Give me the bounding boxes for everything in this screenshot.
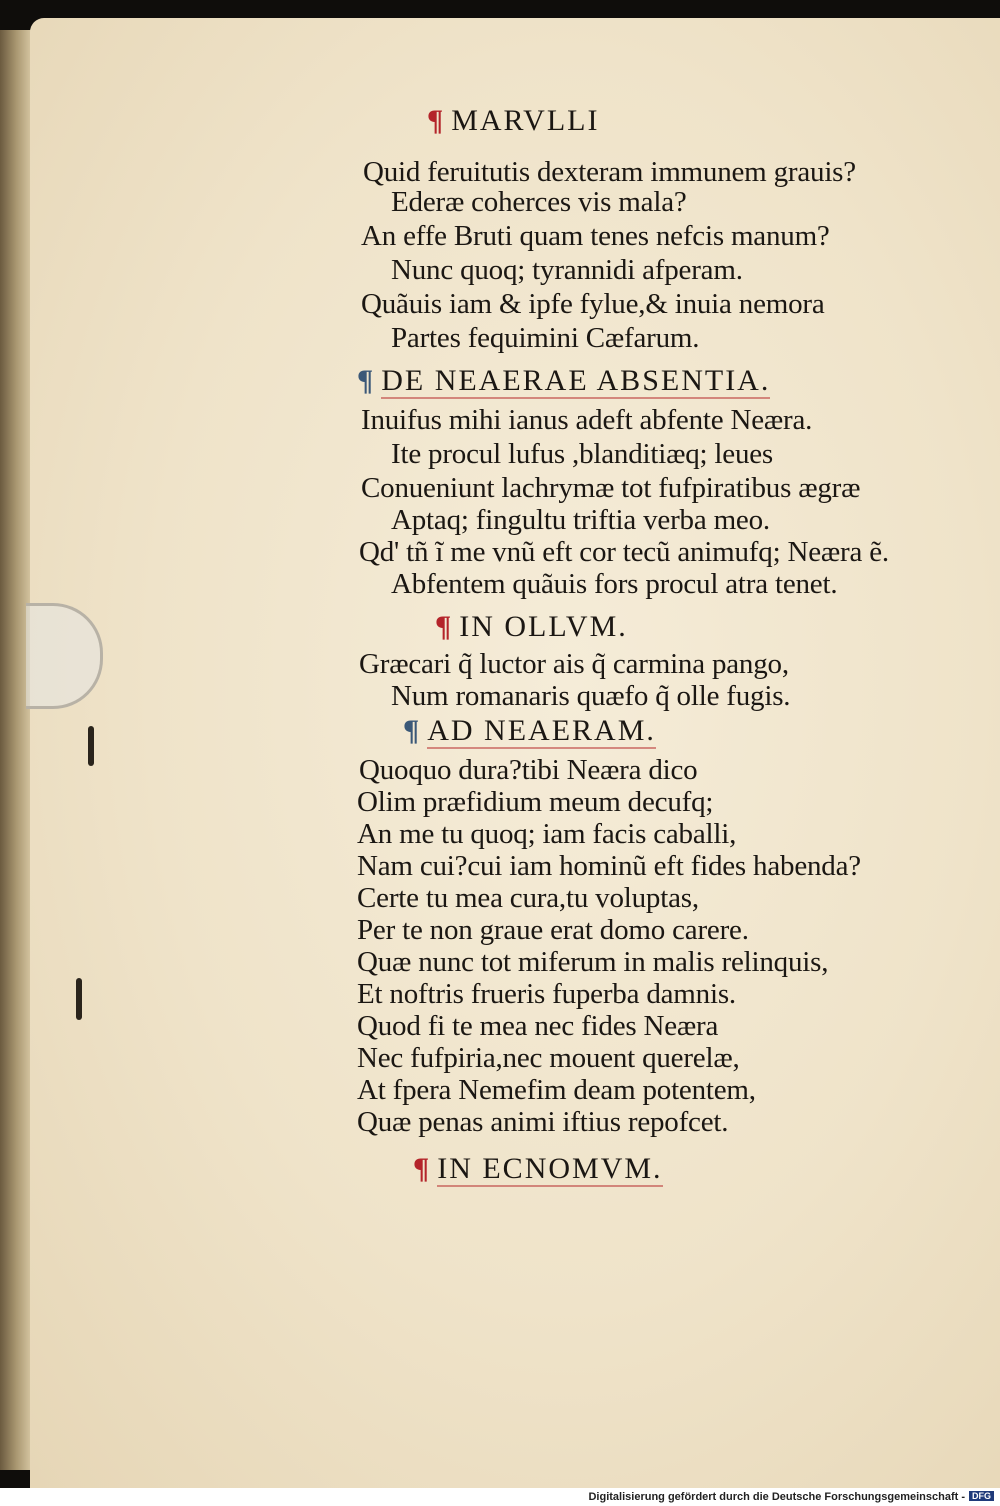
verse-line: Quãuis iam & ipfe fylue,& inuia nemora	[361, 288, 825, 320]
dfg-logo: DFG	[969, 1491, 994, 1501]
pilcrow-icon: ¶	[427, 104, 446, 137]
footer-credit: Digitalisierung gefördert durch die Deutsche Forschungsgemeinschaft -	[588, 1491, 965, 1503]
verse-line: Quæ penas animi iftius repofcet.	[357, 1106, 729, 1138]
section-title	[413, 1152, 663, 1186]
ink-mark	[88, 726, 94, 766]
verse-line: Aptaq; fingultu triftia verba meo.	[391, 504, 770, 536]
pilcrow-icon: ¶	[435, 610, 454, 643]
verse-line: Abfentem quãuis fors procul atra tenet.	[391, 568, 838, 600]
pilcrow-icon: ¶	[413, 1152, 432, 1185]
verse-line: Qd' tñ ĩ me vnũ eft cor tecũ animufq; Neæra ẽ.	[359, 536, 889, 568]
section-title-text: IN OLLVM.	[459, 610, 628, 643]
pilcrow-icon: ¶	[357, 364, 376, 397]
verse-line: Certe tu mea cura,tu voluptas,	[357, 882, 699, 914]
section-title-text: DE NEAERAE ABSENTIA.	[381, 364, 771, 397]
running-head	[427, 104, 599, 138]
section-title	[403, 714, 656, 748]
verse-line: An me tu quoq; iam facis caballi,	[357, 818, 737, 850]
page-clip	[26, 603, 103, 709]
pilcrow-icon: ¶	[403, 714, 422, 747]
running-head-title: MARVLLI	[451, 104, 600, 137]
verse-line: Quoquo dura?tibi Neæra dico	[359, 754, 698, 786]
verse-line: Quid feruitutis dexteram immunem grauis?	[363, 156, 856, 188]
footer-bar	[0, 1488, 1000, 1506]
ink-mark	[76, 978, 82, 1020]
verse-line: Quod fi te mea nec fides Neæra	[357, 1010, 719, 1042]
verse-line: Ederæ coherces vis mala?	[391, 186, 687, 218]
verse-line: Ite procul lufus ,blanditiæq; leues	[391, 438, 774, 470]
section-title	[435, 610, 628, 644]
verse-line: Conueniunt lachrymæ tot fufpiratibus ægræ	[361, 472, 861, 504]
verse-line: Num romanaris quæfo q̃ olle fugis.	[391, 680, 791, 712]
verse-line: Nam cui?cui iam hominũ eft fides habenda?	[357, 850, 861, 882]
verse-line: Per te non graue erat domo carere.	[357, 914, 749, 946]
section-title	[357, 364, 770, 398]
verse-line: Nec fufpiria,nec mouent querelæ,	[357, 1042, 740, 1074]
verse-line: Inuifus mihi ianus adeft abfente Neæra.	[361, 404, 813, 436]
section-title-text: AD NEAERAM.	[427, 714, 656, 747]
verse-line: Partes fequimini Cæfarum.	[391, 322, 700, 354]
verse-line: At fpera Nemefim deam potentem,	[357, 1074, 756, 1106]
verse-line: Græcari q̃ luctor ais q̃ carmina pango,	[359, 648, 789, 680]
verse-line: Olim præfidium meum decufq;	[357, 786, 714, 818]
verse-line: Quæ nunc tot miferum in malis relinquis,	[357, 946, 829, 978]
verse-line: Et noftris frueris fuperba damnis.	[357, 978, 736, 1010]
section-title-text: IN ECNOMVM.	[437, 1152, 663, 1185]
verse-line: An effe Bruti quam tenes nefcis manum?	[361, 220, 830, 252]
verse-line: Nunc quoq; tyrannidi afperam.	[391, 254, 743, 286]
